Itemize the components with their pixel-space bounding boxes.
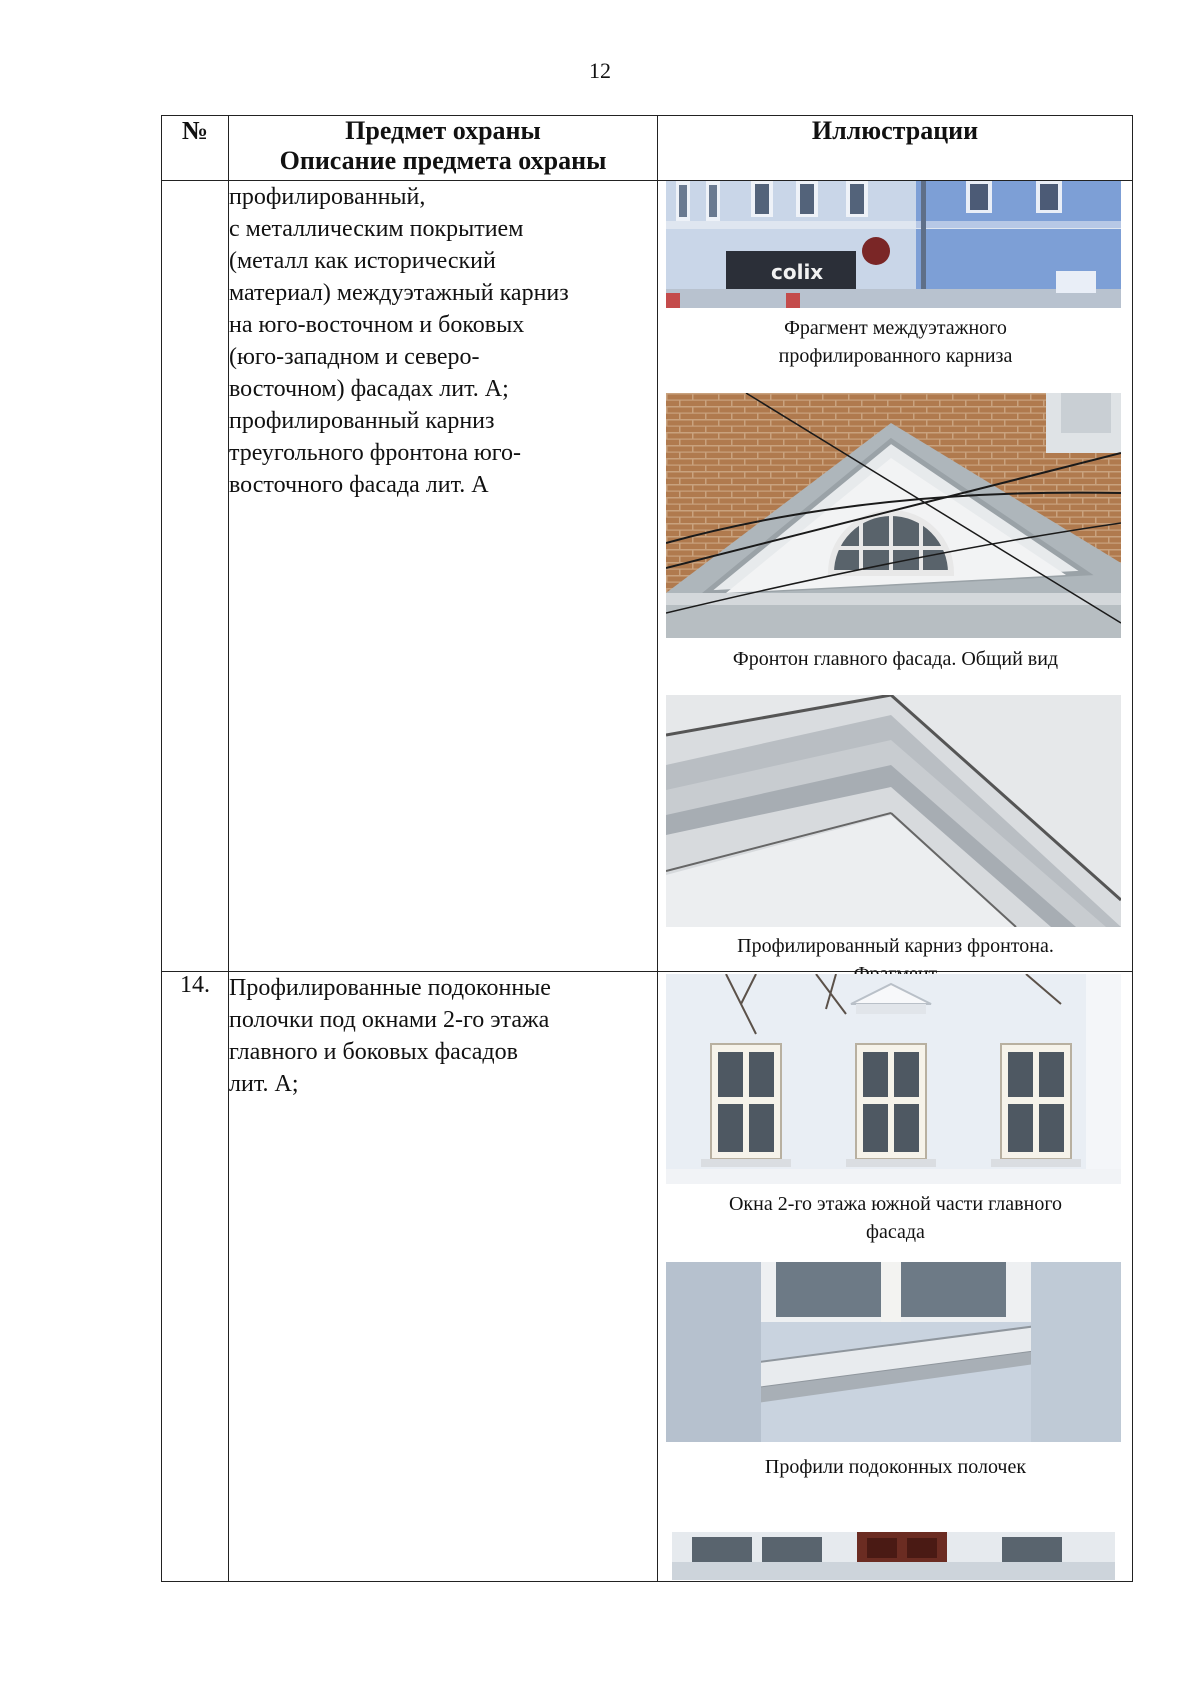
description-line: (юго-западном и северо- <box>229 344 480 370</box>
header-subject <box>229 116 658 181</box>
description-line: профилированный, <box>229 184 426 210</box>
description-line: (металл как исторический <box>229 248 496 274</box>
table-row <box>162 181 1133 972</box>
window <box>846 1044 936 1167</box>
description-line: полочки под окнами 2-го этажа <box>229 1007 550 1033</box>
caption-interfloor-cornice <box>658 314 1133 370</box>
description-line: профилированный карниз <box>229 408 495 434</box>
photo-sill-profiles <box>666 1262 1121 1442</box>
header-subject-title: Предмет охраны <box>345 116 541 145</box>
photo-pediment-cornice-fragment <box>666 695 1121 927</box>
window <box>701 1044 791 1167</box>
window <box>991 1044 1081 1167</box>
illustrations-cell <box>658 972 1133 1582</box>
header-number: № <box>162 116 229 181</box>
table-header-row <box>162 116 1133 181</box>
photo-facade-door-partial <box>672 1532 1115 1580</box>
description-line: с металлическим покрытием <box>229 216 524 242</box>
shop-sign-text: colix <box>771 260 824 284</box>
description-line: главного и боковых фасадов <box>229 1039 518 1065</box>
description-line: лит. А; <box>229 1071 299 1097</box>
caption-pediment-general <box>658 645 1133 673</box>
photo-interfloor-cornice <box>666 181 1121 308</box>
description-line: восточного фасада лит. А <box>229 472 489 498</box>
caption-line: Окна 2-го этажа южной части главного <box>728 1193 1063 1215</box>
description-line: материал) междуэтажный карниз <box>229 280 569 306</box>
description-line: на юго-восточном и боковых <box>229 312 525 338</box>
illustrations-cell <box>658 181 1133 972</box>
caption-line: профилированного карниза <box>778 345 1013 367</box>
caption-sill-profiles <box>658 1453 1133 1481</box>
row-description <box>229 181 658 972</box>
caption-line: Профили подоконных полочек <box>764 1456 1027 1478</box>
row-description <box>229 972 658 1582</box>
page-number: 12 <box>589 58 611 83</box>
caption-second-floor-windows <box>658 1190 1133 1246</box>
row-number <box>162 181 229 972</box>
photo-second-floor-windows <box>666 974 1121 1184</box>
caption-line: фасада <box>866 1221 925 1243</box>
caption-line: Фрагмент междуэтажного <box>784 317 1007 339</box>
protection-table <box>161 115 1133 1582</box>
description-line: восточном) фасадах лит. А; <box>229 376 509 402</box>
header-illustrations: Иллюстрации <box>658 116 1133 181</box>
header-subject-description: Описание предмета охраны <box>279 146 607 175</box>
caption-line: Профилированный карниз фронтона. <box>737 935 1054 957</box>
description-line: треугольного фронтона юго- <box>229 440 522 466</box>
photo-pediment-general <box>666 393 1121 638</box>
description-line: Профилированные подоконные <box>229 975 551 1001</box>
table-row <box>162 972 1133 1582</box>
row-number: 14. <box>162 972 229 1582</box>
caption-line: Фронтон главного фасада. Общий вид <box>732 648 1059 670</box>
